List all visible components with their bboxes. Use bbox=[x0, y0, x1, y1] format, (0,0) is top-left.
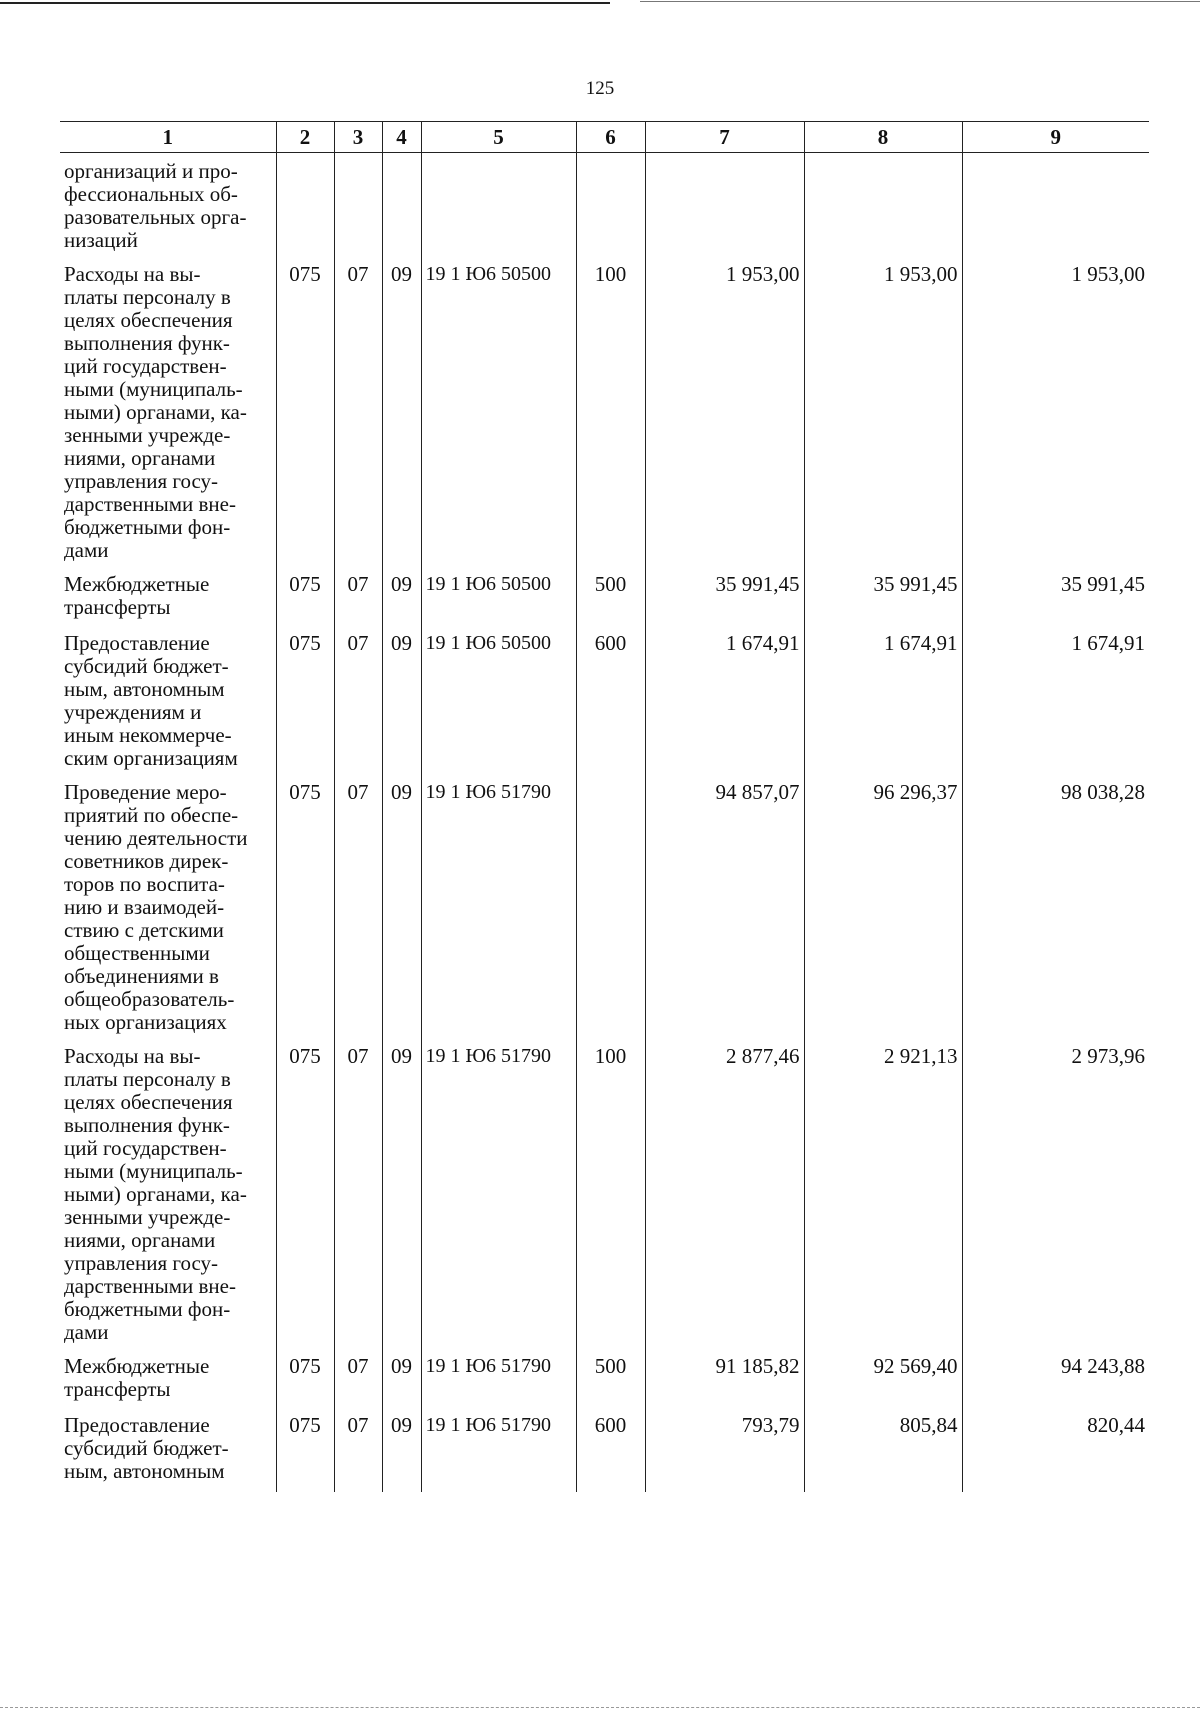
table-row bbox=[60, 626, 1149, 775]
subsection-code-cell: 09 bbox=[382, 257, 421, 567]
row-description: Межбюджетные трансферты bbox=[64, 572, 210, 619]
section-code-cell: 07 bbox=[334, 257, 382, 567]
table-row bbox=[60, 1408, 1149, 1492]
target-article-cell: 19 1 Ю6 51790 bbox=[421, 1039, 576, 1349]
column-header: 4 bbox=[382, 122, 421, 153]
amount-year-3-cell bbox=[962, 153, 1149, 258]
amount-year-2-cell bbox=[804, 153, 962, 258]
column-header: 1 bbox=[60, 122, 276, 153]
target-article-cell: 19 1 Ю6 51790 bbox=[421, 1349, 576, 1408]
column-header: 5 bbox=[421, 122, 576, 153]
amount-year-3-cell: 94 243,88 bbox=[962, 1349, 1149, 1408]
table-row bbox=[60, 257, 1149, 567]
target-article-cell: 19 1 Ю6 51790 bbox=[421, 1408, 576, 1492]
amount-year-2-cell: 1 674,91 bbox=[804, 626, 962, 775]
subsection-code-cell: 09 bbox=[382, 567, 421, 626]
ministry-code-cell: 075 bbox=[276, 1408, 334, 1492]
subsection-code-cell: 09 bbox=[382, 775, 421, 1039]
subsection-code-cell: 09 bbox=[382, 626, 421, 775]
section-code-cell bbox=[334, 153, 382, 258]
amount-year-3-cell: 1 674,91 bbox=[962, 626, 1149, 775]
row-description: Расходы на вы- платы персоналу в целях обеспечения выполнения функ- ций государствен- ными (муниципаль- ными) органами, ка- зенными учрежде- ниями, органами управления госу- дарственными вне- бюджетными фон- дами bbox=[64, 1044, 247, 1344]
target-article-cell: 19 1 Ю6 50500 bbox=[421, 626, 576, 775]
ministry-code-cell: 075 bbox=[276, 257, 334, 567]
table-row bbox=[60, 1039, 1149, 1349]
expense-type-cell: 100 bbox=[576, 257, 645, 567]
section-code-cell: 07 bbox=[334, 1349, 382, 1408]
expense-type-cell: 600 bbox=[576, 626, 645, 775]
table-row bbox=[60, 1349, 1149, 1408]
column-header: 6 bbox=[576, 122, 645, 153]
section-code-cell: 07 bbox=[334, 775, 382, 1039]
ministry-code-cell: 075 bbox=[276, 1349, 334, 1408]
column-header: 8 bbox=[804, 122, 962, 153]
amount-year-1-cell bbox=[645, 153, 804, 258]
amount-year-1-cell: 94 857,07 bbox=[645, 775, 804, 1039]
row-description: Межбюджетные трансферты bbox=[64, 1354, 210, 1401]
page-number: 125 bbox=[585, 78, 615, 99]
table-body bbox=[60, 153, 1149, 1493]
ministry-code-cell: 075 bbox=[276, 1039, 334, 1349]
scan-edge-rule bbox=[0, 2, 610, 4]
expense-type-cell: 100 bbox=[576, 1039, 645, 1349]
amount-year-2-cell: 1 953,00 bbox=[804, 257, 962, 567]
target-article-cell bbox=[421, 153, 576, 258]
column-header: 3 bbox=[334, 122, 382, 153]
table-row bbox=[60, 153, 1149, 258]
amount-year-2-cell: 35 991,45 bbox=[804, 567, 962, 626]
row-description: Проведение меро- приятий по обеспе- чению деятельности советников дирек- торов по воспита- нию и взаимодей- ствию с детскими общественными объединениями в общеобразователь- ных организациях bbox=[64, 780, 248, 1034]
row-description: Расходы на вы- платы персоналу в целях обеспечения выполнения функ- ций государствен- ными (муниципаль- ными) органами, ка- зенными учрежде- ниями, органами управления госу- дарственными вне- бюджетными фон- дами bbox=[64, 262, 247, 562]
amount-year-1-cell: 35 991,45 bbox=[645, 567, 804, 626]
amount-year-2-cell: 96 296,37 bbox=[804, 775, 962, 1039]
amount-year-1-cell: 2 877,46 bbox=[645, 1039, 804, 1349]
ministry-code-cell: 075 bbox=[276, 567, 334, 626]
amount-year-3-cell: 820,44 bbox=[962, 1408, 1149, 1492]
column-header: 2 bbox=[276, 122, 334, 153]
column-header: 7 bbox=[645, 122, 804, 153]
scan-edge-rule bbox=[0, 1707, 1200, 1708]
row-description: Предоставление субсидий бюджет- ным, автономным bbox=[64, 1413, 229, 1483]
budget-table bbox=[60, 121, 1149, 1492]
table-row bbox=[60, 567, 1149, 626]
column-header: 9 bbox=[962, 122, 1149, 153]
ministry-code-cell: 075 bbox=[276, 626, 334, 775]
subsection-code-cell bbox=[382, 153, 421, 258]
section-code-cell: 07 bbox=[334, 1408, 382, 1492]
subsection-code-cell: 09 bbox=[382, 1408, 421, 1492]
expense-type-cell bbox=[576, 153, 645, 258]
amount-year-2-cell: 805,84 bbox=[804, 1408, 962, 1492]
section-code-cell: 07 bbox=[334, 567, 382, 626]
row-description: организаций и про- фессиональных об- разовательных орга- низаций bbox=[64, 159, 247, 252]
amount-year-1-cell: 793,79 bbox=[645, 1408, 804, 1492]
subsection-code-cell: 09 bbox=[382, 1039, 421, 1349]
table-header-row bbox=[60, 122, 1149, 153]
amount-year-1-cell: 1 674,91 bbox=[645, 626, 804, 775]
amount-year-3-cell: 1 953,00 bbox=[962, 257, 1149, 567]
amount-year-3-cell: 2 973,96 bbox=[962, 1039, 1149, 1349]
amount-year-3-cell: 35 991,45 bbox=[962, 567, 1149, 626]
section-code-cell: 07 bbox=[334, 626, 382, 775]
expense-type-cell: 500 bbox=[576, 567, 645, 626]
amount-year-3-cell: 98 038,28 bbox=[962, 775, 1149, 1039]
expense-type-cell: 500 bbox=[576, 1349, 645, 1408]
target-article-cell: 19 1 Ю6 51790 bbox=[421, 775, 576, 1039]
amount-year-1-cell: 1 953,00 bbox=[645, 257, 804, 567]
table-row bbox=[60, 775, 1149, 1039]
scan-edge-rule bbox=[640, 1, 1200, 2]
section-code-cell: 07 bbox=[334, 1039, 382, 1349]
subsection-code-cell: 09 bbox=[382, 1349, 421, 1408]
ministry-code-cell bbox=[276, 153, 334, 258]
amount-year-1-cell: 91 185,82 bbox=[645, 1349, 804, 1408]
target-article-cell: 19 1 Ю6 50500 bbox=[421, 567, 576, 626]
amount-year-2-cell: 92 569,40 bbox=[804, 1349, 962, 1408]
row-description: Предоставление субсидий бюджет- ным, автономным учреждениям и иным некоммерче- ским организациям bbox=[64, 631, 238, 770]
amount-year-2-cell: 2 921,13 bbox=[804, 1039, 962, 1349]
expense-type-cell: 600 bbox=[576, 1408, 645, 1492]
ministry-code-cell: 075 bbox=[276, 775, 334, 1039]
target-article-cell: 19 1 Ю6 50500 bbox=[421, 257, 576, 567]
expense-type-cell bbox=[576, 775, 645, 1039]
